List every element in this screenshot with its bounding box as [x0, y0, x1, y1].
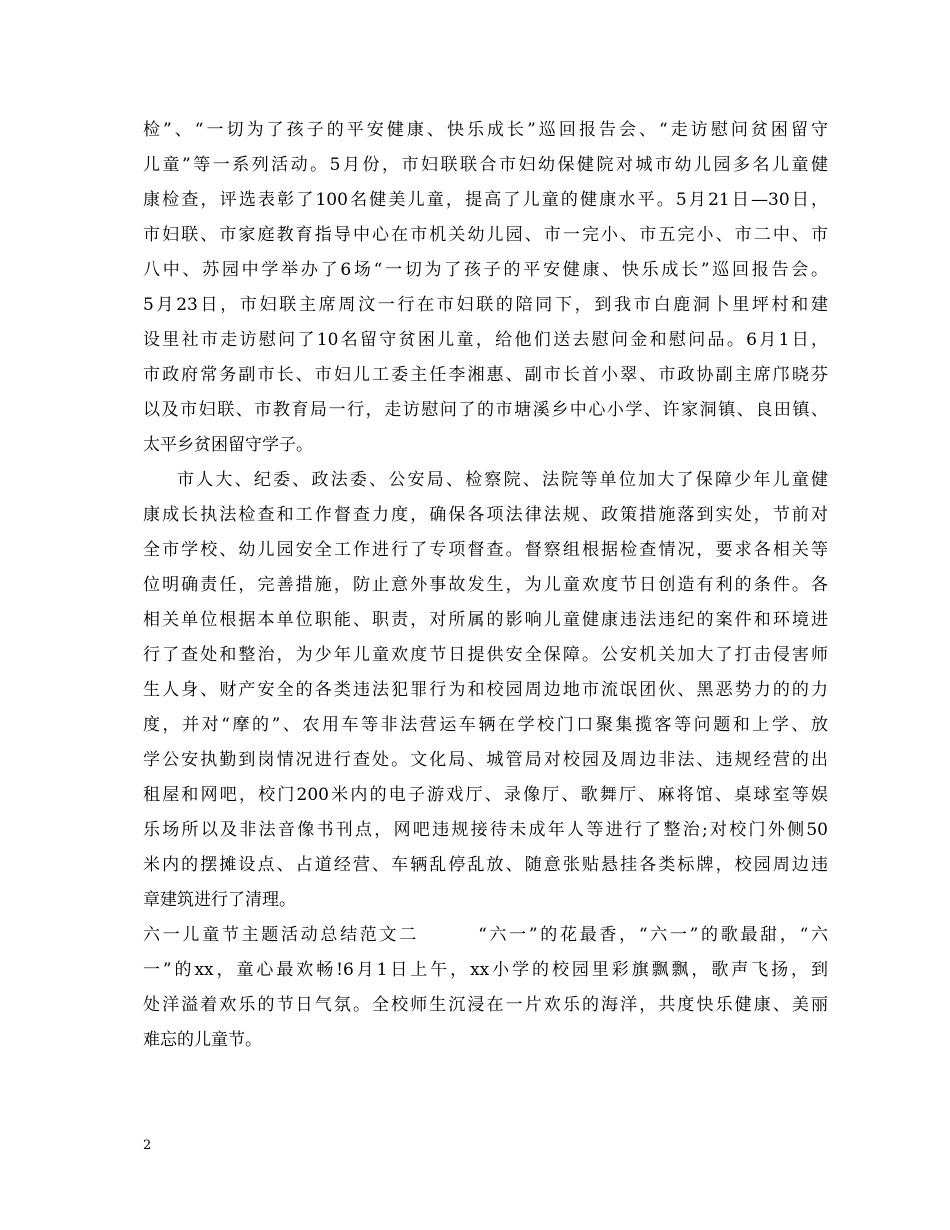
text-line: 以及市妇联、市教育局一行，走访慰问了的市塘溪乡中心小学、许家洞镇、良田镇、 [143, 400, 828, 420]
text-line: 乐场所以及非法音像书刊点，网吧违规接待未成年人等进行了整治;对校门外侧50 [143, 820, 828, 840]
text-line: 学公安执勤到岗情况进行查处。文化局、城管局对校园及周边非法、违规经营的出 [143, 750, 828, 770]
text-line: 米内的摆摊设点、占道经营、车辆乱停乱放、随意张贴悬挂各类标牌，校园周边违 [143, 855, 828, 875]
text-line: 行了查处和整治，为少年儿童欢度节日提供安全保障。公安机关加大了打击侵害师 [143, 645, 828, 665]
text-line: 检”、“一切为了孩子的平安健康、快乐成长”巡回报告会、“走访慰问贫困留守 [143, 120, 828, 140]
text-line: 度，并对“摩的”、农用车等非法营运车辆在学校门口聚集揽客等问题和上学、放 [143, 715, 828, 735]
text-line: 一”的xx，童心最欢畅!6月1日上午，xx小学的校园里彩旗飘飘，歌声飞扬，到 [143, 960, 828, 980]
text-line: 市政府常务副市长、市妇儿工委主任李湘惠、副市长首小翠、市政协副主席邝晓芬 [143, 365, 828, 385]
text-line: 康成长执法检查和工作督查力度，确保各项法律法规、政策措施落到实处，节前对 [143, 505, 828, 525]
text-line: 市妇联、市家庭教育指导中心在市机关幼儿园、市一完小、市五完小、市二中、市 [143, 225, 828, 245]
text-line: 太平乡贫困留守学子。 [143, 435, 313, 455]
page-number: 2 [143, 1138, 152, 1153]
paragraph-first-line: 市人大、纪委、政法委、公安局、检察院、法院等单位加大了保障少年儿童健 [177, 470, 828, 490]
text-line: 处洋溢着欢乐的节日气氛。全校师生沉浸在一片欢乐的海洋，共度快乐健康、美丽 [143, 995, 828, 1015]
text-line: 八中、苏园中学举办了6场“一切为了孩子的平安健康、快乐成长”巡回报告会。 [143, 260, 828, 280]
text-line: 租屋和网吧，校门200米内的电子游戏厅、录像厅、歌舞厅、麻将馆、桌球室等娱 [143, 785, 828, 805]
text-line: 位明确责任，完善措施，防止意外事故发生，为儿童欢度节日创造有利的条件。各 [143, 575, 828, 595]
text-line: 难忘的儿童节。 [143, 1030, 262, 1050]
text-line: 康检查，评选表彰了100名健美儿童，提高了儿童的健康水平。5月21日—30日， [143, 190, 828, 210]
text-line: 5月23日，市妇联主席周汶一行在市妇联的陪同下，到我市白鹿洞卜里坪村和建 [143, 295, 828, 315]
text-line: 生人身、财产安全的各类违法犯罪行为和校园周边地市流氓团伙、黑恶势力的的力 [143, 680, 828, 700]
section-heading-line: 六一儿童节主题活动总结范文二 “六一”的花最香，“六一”的歌最甜，“六 [143, 925, 828, 945]
text-line: 全市学校、幼儿园安全工作进行了专项督查。督察组根据检查情况，要求各相关等 [143, 540, 828, 560]
document-body [143, 113, 828, 1058]
text-line: 儿童”等一系列活动。5月份，市妇联联合市妇幼保健院对城市幼儿园多名儿童健 [143, 155, 828, 175]
text-line: 章建筑进行了清理。 [143, 890, 296, 910]
text-line: 相关单位根据本单位职能、职责，对所属的影响儿童健康违法违纪的案件和环境进 [143, 610, 828, 630]
text-line: 设里社市走访慰问了10名留守贫困儿童，给他们送去慰问金和慰问品。6月1日， [143, 330, 828, 350]
